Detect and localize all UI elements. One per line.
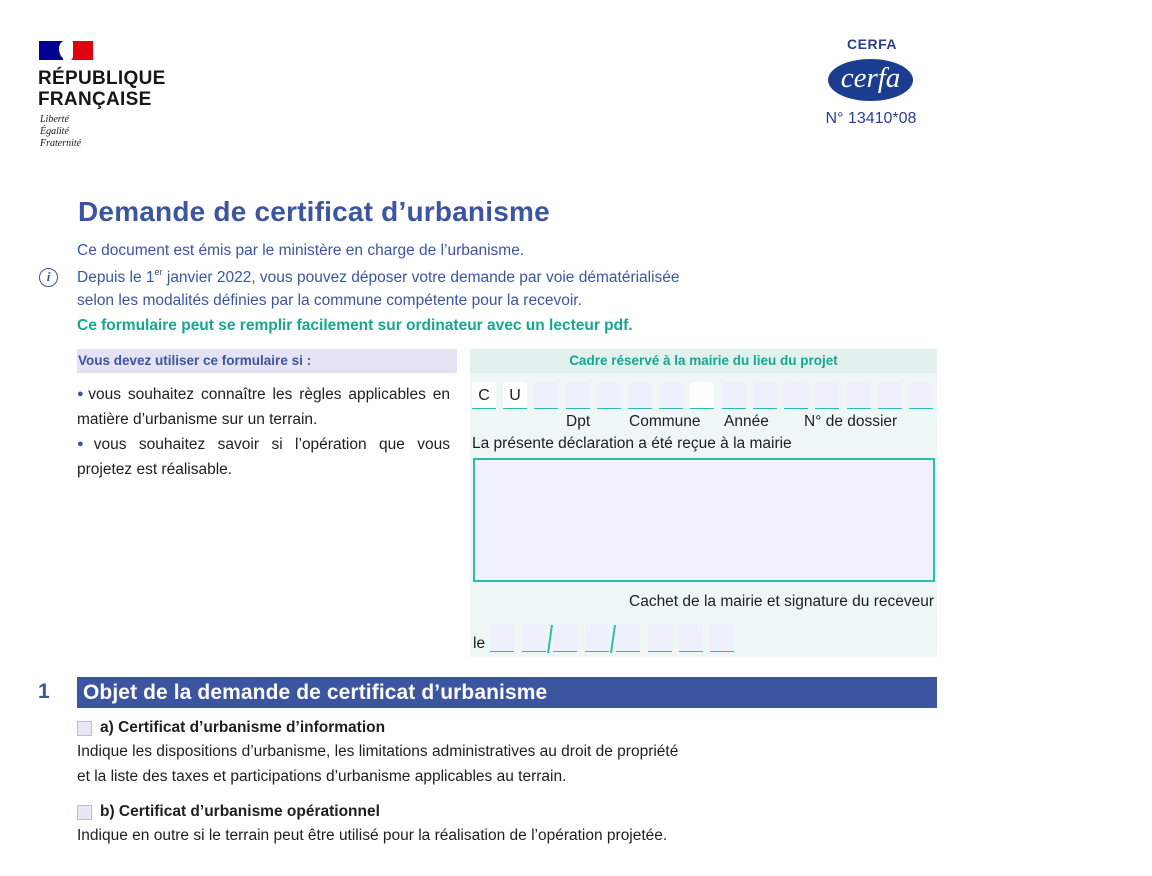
cerfa-logo-text: cerfa	[840, 61, 901, 94]
date-month-2[interactable]	[585, 624, 609, 652]
intro-line-2-sup: er	[154, 267, 163, 277]
usage-heading: Vous devez utiliser ce formulaire si :	[77, 349, 457, 373]
usage-item	[77, 432, 450, 482]
mairie-heading: Cadre réservé à la mairie du lieu du projet	[470, 349, 937, 373]
annee-label: Année	[724, 413, 769, 430]
option-description: Indique en outre si le terrain peut être utilisé pour la réalisation de l’opération projetée.	[77, 827, 668, 844]
annee-digit-2[interactable]	[753, 382, 777, 409]
intro-line-1: Ce document est émis par le ministère en charge de l’urbanisme.	[77, 242, 525, 259]
info-icon: i	[39, 268, 58, 287]
stamp-signature-label: Cachet de la mairie et signature du receveur	[629, 593, 934, 610]
republique-francaise-label	[38, 68, 166, 110]
intro-line-2	[77, 267, 680, 287]
mairie-reserved-panel	[470, 349, 937, 657]
motto-fraternite: Fraternité	[40, 138, 82, 149]
dossier-digit-2[interactable]	[815, 382, 839, 409]
dossier-digit-3[interactable]	[847, 382, 871, 409]
usage-item	[77, 382, 450, 432]
intro-line-2-prefix: Depuis le 1	[77, 269, 155, 286]
marianne-icon	[59, 41, 73, 60]
commune-digit-1[interactable]	[628, 382, 652, 409]
commune-label: Commune	[629, 413, 701, 430]
republic-line2: FRANÇAISE	[38, 89, 152, 110]
commune-digit-3[interactable]	[690, 382, 714, 409]
motto-liberte: Liberté	[40, 114, 69, 125]
cerfa-label: CERFA	[847, 36, 897, 52]
motto	[40, 114, 81, 150]
option-cu-information[interactable]	[77, 719, 385, 737]
received-stamp-area[interactable]	[473, 458, 935, 582]
page-title: Demande de certificat d’urbanisme	[78, 196, 550, 227]
option-label: a) Certificat d’urbanisme d’information	[100, 719, 386, 736]
usage-list	[77, 382, 450, 482]
motto-egalite: Égalité	[40, 126, 69, 137]
cu-prefix-c: C	[472, 382, 496, 409]
date-month-1[interactable]	[553, 624, 577, 652]
option-description: et la liste des taxes et participations d’urbanisme applicables au terrain.	[77, 768, 567, 785]
usage-item-text: vous souhaitez connaître les règles applicables en matière d’urbanisme sur un terrain.	[77, 386, 450, 428]
intro-line-3: selon les modalités définies par la commune compétente pour la recevoir.	[77, 292, 582, 309]
checkbox-cu-operationnel[interactable]	[77, 805, 92, 820]
dpt-label: Dpt	[566, 413, 591, 430]
bullet-icon: ●	[77, 388, 87, 400]
intro-line-2-suffix: janvier 2022, vous pouvez déposer votre demande par voie dématérialisée	[162, 269, 680, 286]
dpt-digit-1[interactable]	[534, 382, 558, 409]
republic-line1: RÉPUBLIQUE	[38, 68, 166, 89]
date-day-2[interactable]	[522, 624, 546, 652]
dossier-digit-1[interactable]	[784, 382, 808, 409]
dpt-digit-2[interactable]	[566, 382, 590, 409]
option-cu-operationnel[interactable]	[77, 803, 380, 821]
dossier-digit-4[interactable]	[878, 382, 902, 409]
marianne-flag-logo	[39, 41, 93, 60]
dossier-digit-5[interactable]	[909, 382, 933, 409]
cu-prefix-u: U	[503, 382, 527, 409]
cerfa-logo	[828, 59, 913, 101]
date-year-1[interactable]	[616, 624, 640, 652]
annee-digit-1[interactable]	[722, 382, 746, 409]
section-title: Objet de la demande de certificat d’urbanisme	[77, 677, 937, 708]
received-label: La présente déclaration a été reçue à la mairie	[472, 435, 792, 452]
bullet-icon: ●	[77, 438, 92, 450]
cerfa-number: N° 13410*08	[825, 110, 917, 127]
date-year-2[interactable]	[648, 624, 672, 652]
date-year-4[interactable]	[710, 624, 734, 652]
date-prefix-label: le	[473, 635, 486, 652]
option-label: b) Certificat d’urbanisme opérationnel	[100, 803, 380, 820]
option-description: Indique les dispositions d’urbanisme, les limitations administratives au droit de propriété	[77, 743, 679, 760]
date-year-3[interactable]	[679, 624, 703, 652]
usage-item-text: vous souhaitez savoir si l’opération que vous projetez est réalisable.	[77, 436, 451, 478]
dpt-digit-3[interactable]	[597, 382, 621, 409]
section-number: 1	[38, 680, 50, 703]
dossier-label: N° de dossier	[804, 413, 898, 430]
checkbox-cu-information[interactable]	[77, 721, 92, 736]
date-day-1[interactable]	[490, 624, 514, 652]
pdf-notice: Ce formulaire peut se remplir facilement sur ordinateur avec un lecteur pdf.	[77, 317, 633, 334]
commune-digit-2[interactable]	[659, 382, 683, 409]
